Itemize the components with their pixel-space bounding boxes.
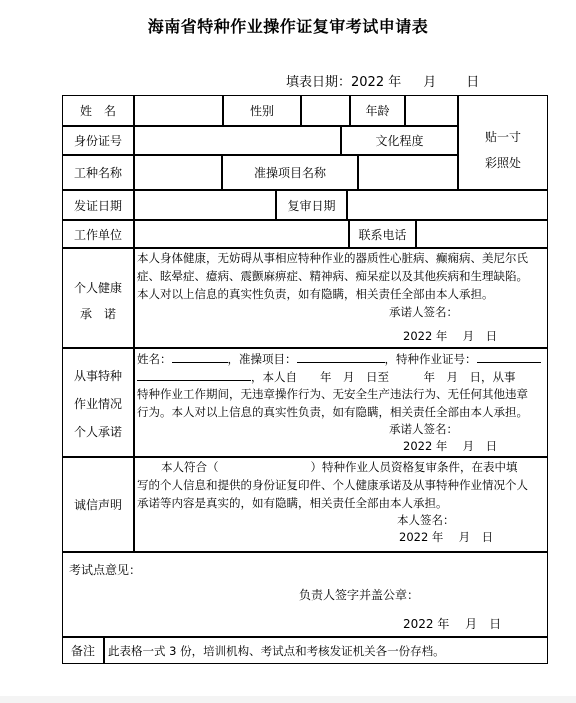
age-field[interactable]	[405, 95, 458, 126]
integrity-signature-label: 本人签名：	[397, 513, 455, 527]
application-form-table	[63, 96, 549, 665]
exam-signature-label: 负责人签字并盖公章：	[299, 588, 420, 602]
gender-label: 性别	[223, 95, 301, 126]
form-title: 海南省特种作业操作证复审考试申请表	[147, 17, 429, 36]
work-signature-label: 承诺人签名：	[389, 422, 458, 436]
name-label: 姓 名	[62, 95, 134, 126]
work-date: 2022 年 月 日	[403, 439, 498, 453]
age-label: 年龄	[350, 95, 405, 126]
workplace-label: 工作单位	[62, 220, 134, 248]
phone-field[interactable]	[416, 220, 548, 248]
photo-label-line1: 贴一寸	[484, 130, 521, 144]
remark-cell	[104, 637, 548, 664]
page-bottom-edge	[0, 696, 576, 703]
issue-date-field[interactable]	[134, 190, 276, 220]
work-label-line2: 作业情况	[73, 397, 122, 411]
education-label: 文化程度	[341, 126, 458, 155]
work-text-line2	[137, 367, 516, 386]
photo-label-line2: 彩照处	[484, 156, 521, 170]
work-text-line1	[137, 349, 541, 368]
work-cert-blank[interactable]	[477, 349, 541, 363]
integrity-date: 2022 年 月 日	[399, 530, 494, 544]
fill-date	[286, 71, 479, 90]
gender-field[interactable]	[301, 95, 350, 126]
job-type-label: 工种名称	[62, 155, 134, 190]
integrity-cell	[134, 457, 548, 552]
work-name-label: 姓名：	[137, 352, 172, 366]
exam-opinion-cell[interactable]	[62, 552, 548, 637]
remark-text: 此表格一式 3 份，培训机构、考试点和考核发证机关各一份存档。	[108, 644, 445, 658]
review-date-label: 复审日期	[276, 190, 347, 220]
remark-label: 备注	[62, 637, 104, 664]
workplace-field[interactable]	[134, 220, 349, 248]
health-date: 2022 年 月 日	[403, 329, 498, 343]
health-text-line1: 本人身体健康，无妨碍从事相应特种作业的器质性心脏病、癫痫病、美尼尔氏	[137, 251, 528, 265]
name-field[interactable]	[134, 95, 223, 126]
job-type-field[interactable]	[134, 155, 222, 190]
health-text-line3: 本人对以上信息的真实性负责，如有隐瞒，相关责任全部由本人承担。	[137, 287, 494, 301]
work-period-text: ，本人自 年 月 日至 年 月 日，从事	[251, 370, 516, 384]
work-label-line1: 从事特种	[73, 369, 122, 383]
health-commitment-cell	[134, 248, 548, 348]
issue-date-label: 发证日期	[62, 190, 134, 220]
work-cert-label: ，特种作业证号：	[384, 352, 477, 366]
phone-label: 联系电话	[349, 220, 416, 248]
fill-date-day: 日	[466, 75, 480, 90]
health-label-line2: 承 诺	[79, 307, 116, 321]
exam-opinion-label: 考试点意见：	[69, 563, 142, 577]
integrity-text-line2: 写的个人信息和提供的身份证复印件、个人健康承诺及从事特种作业情况个人	[137, 478, 528, 492]
project-name-label: 准操项目名称	[222, 155, 358, 190]
integrity-text-line3: 承诺等内容是真实的，如有隐瞒，相关责任全部由本人承担。	[137, 496, 448, 510]
work-label-cell	[62, 348, 134, 457]
project-name-field[interactable]	[358, 155, 458, 190]
integrity-label: 诚信声明	[62, 457, 134, 552]
work-commitment-cell	[134, 348, 548, 457]
fill-date-year: 2022 年	[351, 75, 402, 90]
health-label-line1: 个人健康	[73, 281, 122, 295]
id-number-field[interactable]	[134, 126, 341, 155]
health-label-cell	[62, 248, 134, 348]
work-project-blank[interactable]	[297, 349, 385, 363]
work-name-blank[interactable]	[172, 349, 228, 363]
health-text-line2: 症、眩晕症、癔病、震颤麻痹症、精神病、痴呆症以及其他疾病和生理缺陷。	[137, 269, 528, 283]
photo-box[interactable]	[458, 95, 548, 190]
fill-date-month: 月	[423, 75, 437, 90]
integrity-text-line1: 本人符合（ ）特种作业人员资格复审条件，在表中填	[161, 460, 518, 474]
work-text-line3: 特种作业工作期间，无违章操作行为、无安全生产违法行为、无任何其他违章	[137, 387, 528, 401]
work-project-label: ，准操项目：	[227, 352, 297, 366]
work-job-blank[interactable]	[137, 367, 251, 381]
work-label-line3: 个人承诺	[73, 425, 122, 439]
health-signature-label: 承诺人签名：	[389, 305, 458, 319]
fill-date-label: 填表日期：	[286, 75, 352, 90]
review-date-field[interactable]	[347, 190, 548, 220]
exam-date: 2022 年 月 日	[403, 617, 502, 631]
work-text-line4: 行为。本人对以上信息的真实性负责，如有隐瞒，相关责任全部由本人承担。	[137, 405, 528, 419]
id-number-label: 身份证号	[62, 126, 134, 155]
